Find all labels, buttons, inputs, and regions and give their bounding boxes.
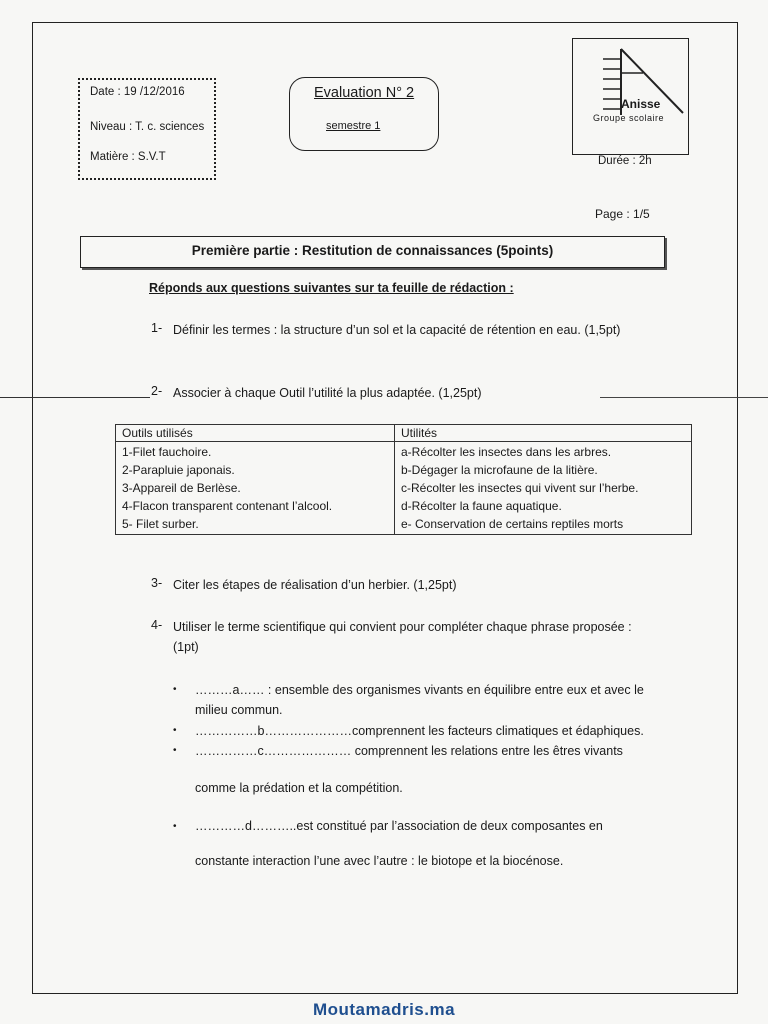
question-text: Définir les termes : la structure d’un sol et la capacité de rétention en eau. (1,5pt): [173, 323, 621, 337]
utility-item: d-Récolter la faune aquatique.: [401, 499, 562, 513]
bullet-dot: •: [173, 745, 177, 756]
evaluation-title: Evaluation N° 2: [314, 85, 415, 101]
instruction-text: Réponds aux questions suivantes sur ta feuille de rédaction :: [149, 281, 514, 295]
bullet-text: ………a…… : ensemble des organismes vivants en équilibre entre eux et avec le milieu commun.: [195, 683, 644, 717]
section-title: Première partie : Restitution de connaissances (5points): [191, 243, 554, 258]
evaluation-box: [289, 77, 439, 151]
table-header: Outils utilisés: [116, 425, 395, 442]
bullet-text: ……………c………………… comprennent les relations entre les êtres vivants: [195, 744, 623, 758]
school-logo: [572, 38, 689, 155]
utility-item: a-Récolter les insectes dans les arbres.: [401, 445, 612, 459]
table-row: [116, 442, 692, 535]
tools-cell: [116, 442, 395, 535]
bullet-text: ……………b…………………comprennent les facteurs climatiques et édaphiques.: [195, 724, 644, 738]
bullet-dot: •: [173, 821, 177, 832]
matiere-label: Matière : S.V.T: [90, 151, 166, 163]
tool-item: 5- Filet surber.: [122, 517, 199, 531]
section-title-box: [80, 236, 665, 268]
tool-item: 4-Flacon transparent contenant l’alcool.: [122, 499, 333, 513]
page-number: Page : 1/5: [595, 207, 650, 221]
tool-item: 1-Filet fauchoire.: [122, 445, 212, 459]
table-header-row: [116, 425, 692, 442]
tools-table: [115, 424, 692, 535]
utility-item: e- Conservation de certains reptiles morts: [401, 517, 624, 531]
question-text: Utiliser le terme scientifique qui convient pour compléter chaque phrase proposée : (1pt): [173, 620, 632, 654]
bullet-text-continued: comme la prédation et la compétition.: [195, 781, 403, 795]
question-number: 3-: [151, 576, 163, 590]
question-text: Associer à chaque Outil l’utilité la plus adaptée. (1,25pt): [173, 386, 482, 400]
tool-item: 2-Parapluie japonais.: [122, 463, 235, 477]
question-number: 2-: [151, 384, 163, 398]
utility-item: b-Dégager la microfaune de la litière.: [401, 463, 598, 477]
question-text: Citer les étapes de réalisation d’un herbier. (1,25pt): [173, 578, 457, 592]
bullet-dot: •: [173, 684, 177, 695]
niveau-label: Niveau : T. c. sciences: [90, 121, 205, 133]
question-number: 4-: [151, 618, 163, 632]
duration-label: Durée : 2h: [598, 155, 652, 167]
tool-item: 3-Appareil de Berlèse.: [122, 481, 241, 495]
scan-artifact-line: [0, 397, 150, 398]
utilities-cell: [395, 442, 692, 535]
table-header: Utilités: [395, 425, 692, 442]
question-number: 1-: [151, 321, 163, 335]
logo-subtitle: Groupe scolaire: [593, 113, 665, 123]
bullet-text-continued: constante interaction l’une avec l’autre : le biotope et la biocénose.: [195, 854, 564, 868]
date-label: Date : 19 /12/2016: [90, 86, 185, 98]
utility-item: c-Récolter les insectes qui vivent sur l’herbe.: [401, 481, 639, 495]
footer-watermark: Moutamadris.ma: [312, 1000, 456, 1019]
student-info-box: [78, 78, 216, 180]
bullet-text: …………d………..est constitué par l’association de deux composantes en: [195, 819, 603, 833]
semestre-label: semestre 1: [326, 120, 381, 132]
bullet-dot: •: [173, 725, 177, 736]
logo-name: Anisse: [621, 97, 661, 111]
